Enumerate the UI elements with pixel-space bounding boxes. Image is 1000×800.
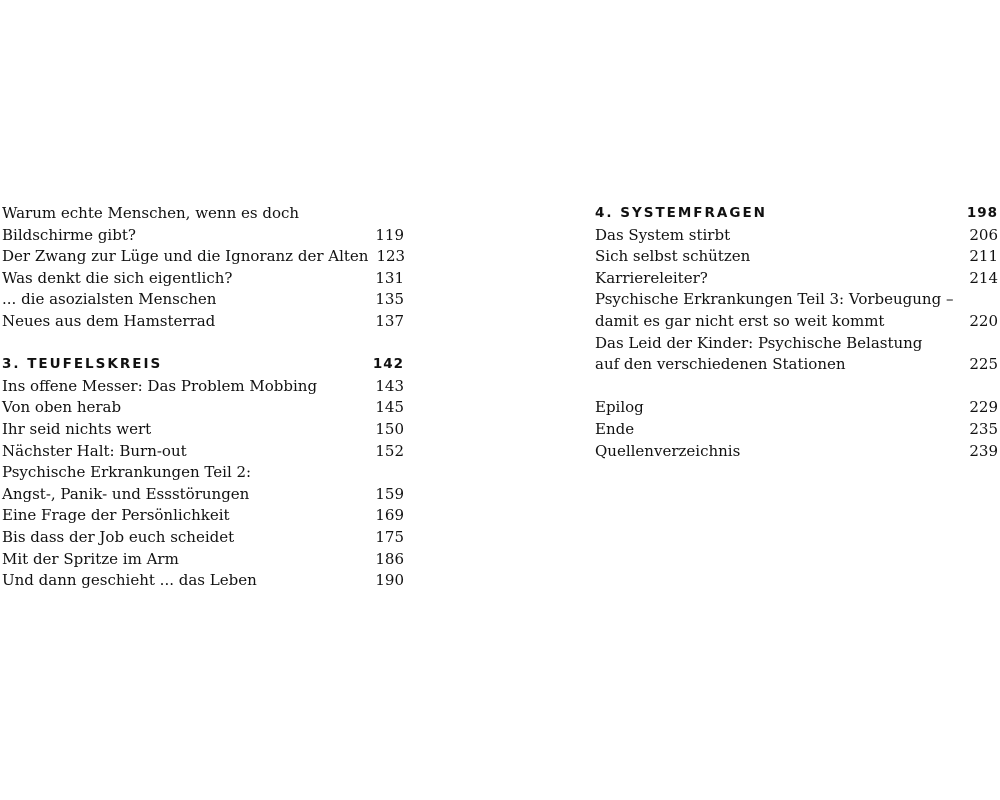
toc-entry-title: Karriereleiter? <box>595 268 708 287</box>
chapter-heading-title: 3. TEUFELSKREIS <box>2 356 163 373</box>
toc-entry <box>595 397 998 419</box>
toc-entry-title: Ihr seid nichts wert <box>2 419 152 438</box>
toc-entry-title: Ende <box>595 419 635 438</box>
toc-entry-title: Angst-, Panik- und Essstörungen <box>2 484 250 503</box>
toc-entry-page: 175 <box>375 527 404 546</box>
toc-entry-title: Quellenverzeichnis <box>595 441 741 460</box>
toc-entry <box>595 419 998 441</box>
toc-entry-page: 206 <box>969 225 998 244</box>
toc-entry-page: 137 <box>375 311 404 330</box>
toc-entry-page: 145 <box>375 398 404 417</box>
toc-entry-title: Und dann geschieht ... das Leben <box>2 571 257 590</box>
toc-entry <box>2 441 404 463</box>
toc-entry-title: Epilog <box>595 398 644 417</box>
toc-entry-page: 239 <box>969 441 998 460</box>
toc-entry <box>2 225 404 247</box>
toc-entry <box>2 527 404 549</box>
chapter-heading-page: 142 <box>372 356 404 373</box>
toc-entry <box>2 505 404 527</box>
chapter-heading <box>2 354 404 376</box>
section-spacer <box>2 333 404 355</box>
toc-entry-page: 220 <box>969 311 998 330</box>
toc-entry-page: 214 <box>969 268 998 287</box>
toc-entry <box>595 246 998 268</box>
toc-entry <box>2 311 404 333</box>
toc-entry-title: ... die asozialsten Menschen <box>2 290 217 309</box>
toc-entry-title: Das Leid der Kinder: Psychische Belastung <box>595 333 923 352</box>
toc-entry-title: Bildschirme gibt? <box>2 225 136 244</box>
toc-entry-title: Neues aus dem Hamsterrad <box>2 311 216 330</box>
toc-entry-page: 159 <box>375 484 404 503</box>
toc-entry <box>2 462 404 484</box>
toc-entry <box>595 268 998 290</box>
toc-entry <box>595 225 998 247</box>
toc-entry-page: 135 <box>375 290 404 309</box>
toc-left-column <box>2 203 404 592</box>
toc-entry <box>2 376 404 398</box>
toc-entry <box>2 570 404 592</box>
toc-entry-title: Psychische Erkrankungen Teil 3: Vorbeugung – <box>595 290 954 309</box>
toc-entry-page: 211 <box>969 247 998 266</box>
toc-entry <box>2 289 404 311</box>
toc-entry <box>2 484 404 506</box>
toc-entry <box>595 354 998 376</box>
toc-entry-title: Eine Frage der Persönlichkeit <box>2 506 230 525</box>
toc-entry-page: 235 <box>969 419 998 438</box>
toc-entry-page: 119 <box>375 225 404 244</box>
toc-entry <box>595 441 998 463</box>
toc-entry-page: 143 <box>375 376 404 395</box>
section-spacer <box>595 376 998 398</box>
toc-entry <box>595 333 998 355</box>
toc-right-column <box>595 203 998 462</box>
toc-entry-page: 152 <box>375 441 404 460</box>
toc-entry-title: Warum echte Menschen, wenn es doch <box>2 204 300 222</box>
toc-entry <box>2 397 404 419</box>
toc-entry-title: Nächster Halt: Burn-out <box>2 441 187 460</box>
toc-entry-title: auf den verschiedenen Stationen <box>595 355 846 374</box>
toc-entry-page: 123 <box>376 247 406 266</box>
toc-entry-page: 186 <box>375 549 404 568</box>
toc-entry-page: 131 <box>375 268 404 287</box>
toc-entry-title: Sich selbst schützen <box>595 247 751 266</box>
toc-entry-title: Von oben herab <box>2 398 122 417</box>
chapter-heading-page: 198 <box>966 205 998 221</box>
toc-entry-title: Psychische Erkrankungen Teil 2: <box>2 463 252 482</box>
chapter-heading <box>595 203 998 225</box>
toc-entry <box>595 289 998 311</box>
toc-entry-page: 229 <box>969 398 998 417</box>
toc-entry <box>2 246 404 268</box>
toc-entry-title: Bis dass der Job euch scheidet <box>2 527 235 546</box>
toc-entry-title: Der Zwang zur Lüge und die Ignoranz der Alten <box>2 247 369 266</box>
toc-entry-title: Mit der Spritze im Arm <box>2 549 179 568</box>
toc-entry-title: Was denkt die sich eigentlich? <box>2 268 233 287</box>
toc-entry-page: 169 <box>375 506 404 525</box>
toc-entry-page: 190 <box>375 571 404 590</box>
toc-entry-page: 150 <box>375 419 404 438</box>
toc-entry-page: 225 <box>969 355 998 374</box>
toc-entry <box>2 268 404 290</box>
toc-entry-title: Ins offene Messer: Das Problem Mobbing <box>2 376 318 395</box>
chapter-heading-title: 4. SYSTEMFRAGEN <box>595 205 767 221</box>
toc-entry <box>2 549 404 571</box>
toc-entry <box>2 419 404 441</box>
toc-entry <box>2 203 404 225</box>
toc-entry <box>595 311 998 333</box>
toc-entry-title: Das System stirbt <box>595 225 731 244</box>
toc-entry-title: damit es gar nicht erst so weit kommt <box>595 311 885 330</box>
